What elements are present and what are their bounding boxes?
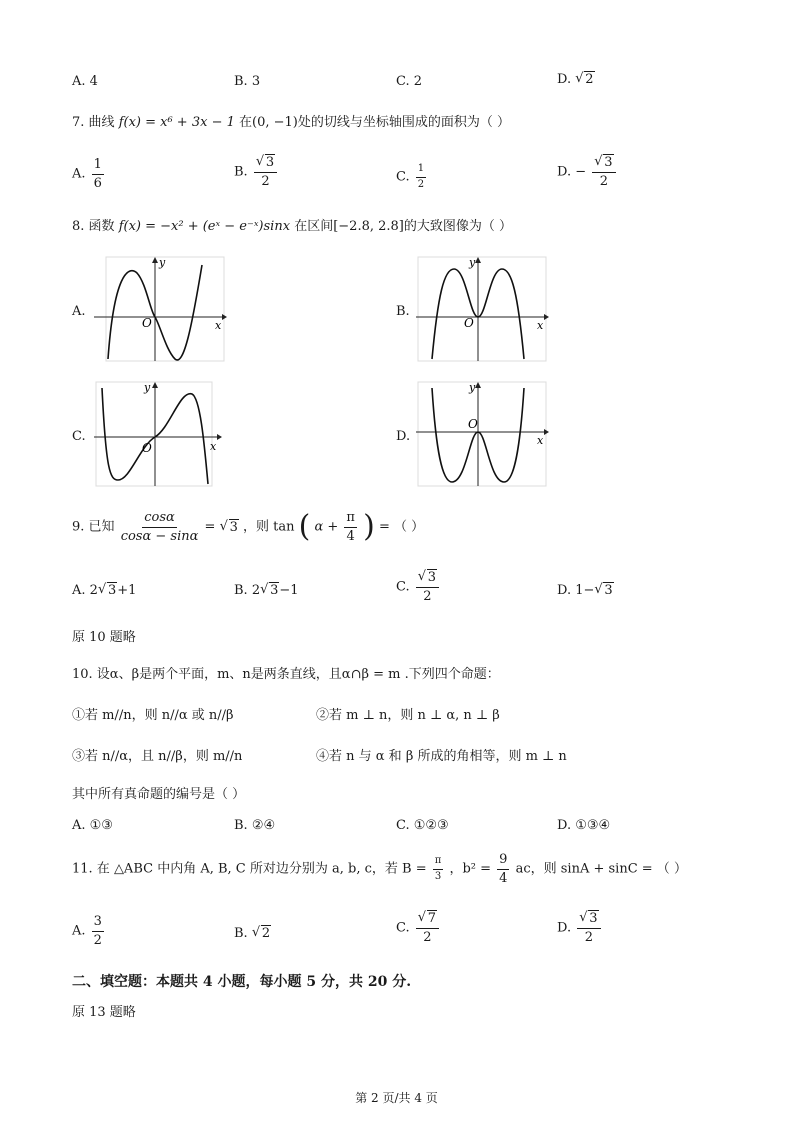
svg-text:y: y [144, 381, 151, 394]
q10-proposition-3: ③若 n//α，且 n//β，则 m//n [72, 749, 243, 764]
question-7-stem: 7. 曲线 f(x) = x⁶ + 3x − 1 在(0, −1)处的切线与坐标轴围成的面积为（ ） [72, 115, 511, 130]
q6-option-a: A. 4 [72, 74, 98, 89]
q7-option-a: A. $\frac{1}{6}$ [72, 157, 102, 191]
q11-option-d: D. √ $\frac{3}{2}$ [557, 912, 603, 944]
q8-option-b-label: B. [396, 304, 410, 319]
q10-proposition-1: ①若 m//n，则 n//α 或 n//β [72, 708, 234, 723]
q6-option-c: C. 2 [396, 74, 423, 89]
question-10-stem: 10. 设α、β是两个平面，m、n是两条直线，且α∩β = m .下列四个命题： [72, 667, 500, 682]
omitted-question-10-note: 原 10 题略 [72, 630, 136, 645]
q8-graph-d [414, 380, 549, 490]
q10-question: 其中所有真命题的编号是（ ） [72, 787, 246, 802]
q8-option-c-label: C. [72, 429, 86, 444]
section-2-heading: 二、填空题：本题共 4 小题，每小题 5 分，共 20 分. [72, 974, 412, 990]
q7-option-d: D. − √ $\frac{3}{2}$ [557, 156, 618, 188]
svg-text:y: y [469, 381, 476, 394]
q8-graph-a [92, 255, 227, 365]
svg-text:O: O [464, 316, 474, 330]
q8-graph-c [92, 380, 227, 490]
q10-option-c: C. ①②③ [396, 818, 449, 833]
page-footer: 第 2 页/共 4 页 [355, 1091, 438, 1105]
q9-option-d: D. 1−√ 3 [557, 584, 614, 597]
svg-text:x: x [537, 319, 544, 332]
q9-option-b: B. 2√ 3−1 [234, 584, 299, 597]
q11-option-c: C. √ $\frac{7}{2}$ [396, 912, 441, 944]
svg-text:O: O [142, 441, 152, 455]
q8-graph-b [414, 255, 549, 365]
q11-option-b: B. √ 2 [234, 927, 271, 940]
svg-text:O: O [468, 417, 478, 431]
svg-text:y: y [469, 256, 476, 269]
q7-option-b: B. √ $\frac{3}{2}$ [234, 156, 279, 188]
svg-text:y: y [159, 256, 166, 269]
q8-option-d-label: D. [396, 429, 411, 444]
question-11-stem: 11. 在 △ABC 中内角 A, B, C 所对边分别为 a, b, c，若 B = $\frac{\pi}{3}$ ，b² = $\frac{9}{4}$ ac，则 sinA + sinC = （ ） [72, 852, 687, 886]
question-8-stem: 8. 函数 f(x) = −x² + (eˣ − e⁻ˣ)sinx 在区间[−2.8, 2.8]的大致图像为（ ） [72, 219, 512, 234]
svg-text:x: x [210, 440, 217, 453]
q10-option-a: A. ①③ [72, 818, 113, 833]
svg-text:x: x [215, 319, 222, 332]
q10-proposition-4: ④若 n 与 α 和 β 所成的角相等，则 m ⊥ n [316, 749, 567, 764]
q9-option-a: A. 2√ 3+1 [72, 584, 136, 597]
q11-option-a: A. $\frac{3}{2}$ [72, 914, 102, 948]
svg-text:x: x [537, 434, 544, 447]
question-9-stem: 9. 已知 $\frac{\cos\alpha}{\cos\alpha - \sin\alpha}$ = √ 3 ，则 tan ( α + $\frac{\pi}{4}$ ) = （ ） [72, 511, 424, 543]
q8-option-a-label: A. [72, 304, 86, 319]
q6-option-b: B. 3 [234, 74, 261, 89]
q7-option-c: C. $\frac{1}{2}$ [396, 163, 425, 190]
q10-option-d: D. ①③④ [557, 818, 611, 833]
q6-option-d: D. √ 2 [557, 73, 595, 86]
q10-option-b: B. ②④ [234, 818, 276, 833]
q10-proposition-2: ②若 m ⊥ n，则 n ⊥ α, n ⊥ β [316, 708, 500, 723]
svg-text:O: O [142, 316, 152, 330]
omitted-question-13-note: 原 13 题略 [72, 1005, 136, 1020]
q9-option-c: C. √ $\frac{3}{2}$ [396, 571, 441, 603]
